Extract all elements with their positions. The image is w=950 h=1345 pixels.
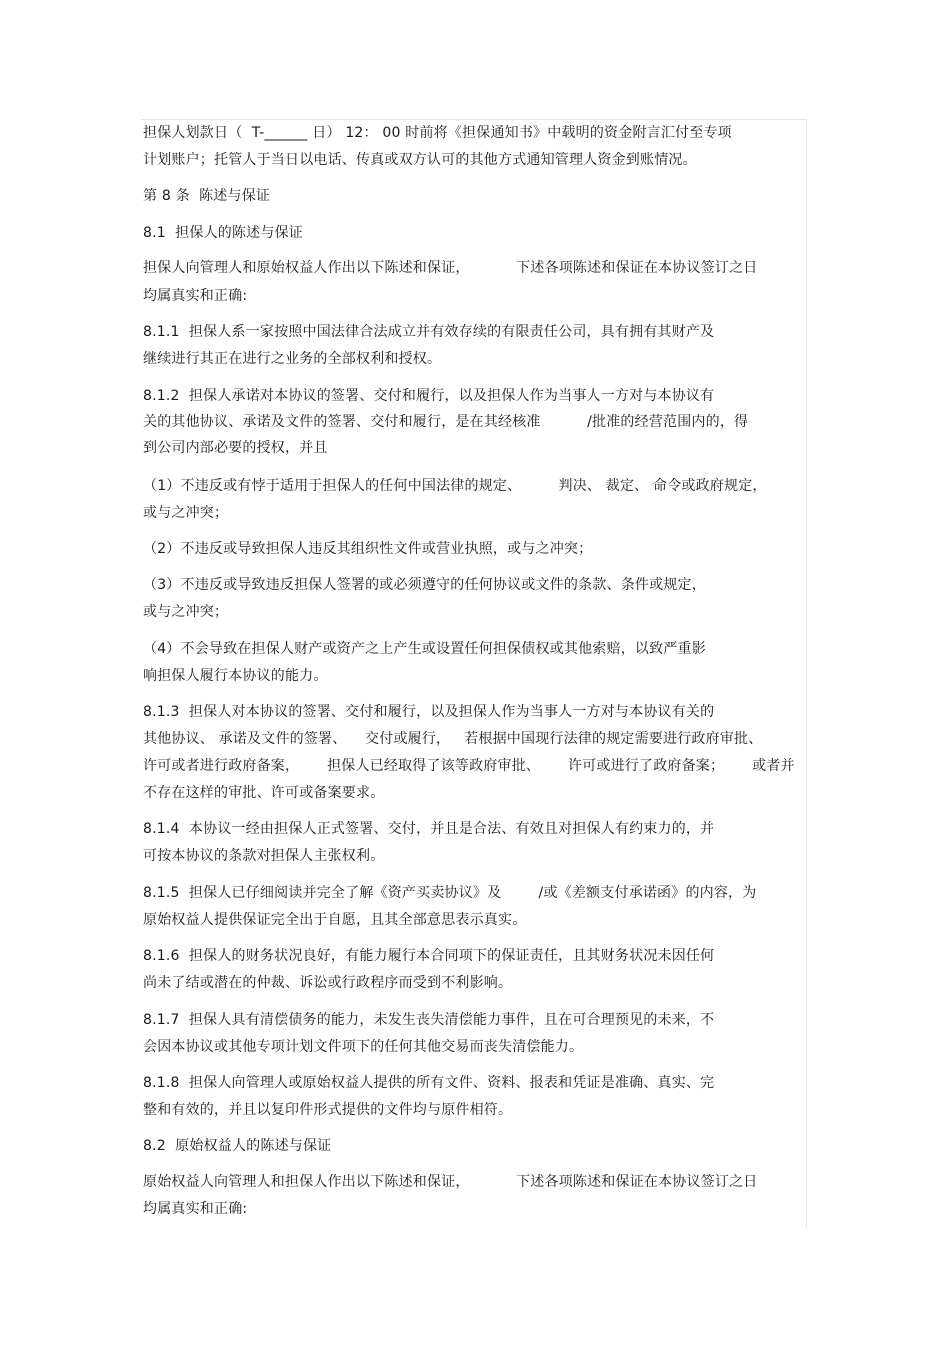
clause-line: 8.1.1 担保人系一家按照中国法律合法成立并有效存续的有限责任公司，具有拥有其财产及 [143,324,715,340]
list-item-line: （3）不违反或导致违反担保人签署的或必须遵守的任何协议或文件的条款、条件或规定， [143,577,706,593]
paragraph-line: 均属真实和正确: [143,1201,248,1217]
list-item-line: （1）不违反或有悖于适用于担保人的任何中国法律的规定、 判决、 裁定、 命令或政府规定， [143,478,767,494]
clause-line: 许可或者进行政府备案， 担保人已经取得了该等政府审批、 许可或进行了政府备案； 或者并 [143,758,795,774]
list-item-line: 响担保人履行本协议的能力。 [143,668,328,684]
paragraph-line: 均属真实和正确: [143,288,248,304]
clause-line: 不存在这样的审批、许可或备案要求。 [143,785,385,801]
paragraph-line: 计划账户；托管人于当日以电话、传真或双方认可的其他方式通知管理人资金到账情况。 [143,152,697,168]
clause-line: 关的其他协议、承诺及文件的签署、交付和履行，是在其经核准 /批准的经营范围内的，得 [143,414,749,430]
paragraph-line: 担保人划款日（ T-______ 日） 12： 00 时前将《担保通知书》中载明的资金附言汇付至专项 [143,125,732,141]
section-heading: 8.2 原始权益人的陈述与保证 [143,1138,332,1154]
paragraph-line: 原始权益人向管理人和担保人作出以下陈述和保证， 下述各项陈述和保证在本协议签订之日 [143,1174,758,1190]
clause-line: 原始权益人提供保证完全出于自愿，且其全部意思表示真实。 [143,912,527,928]
list-item-line: （2）不违反或导致担保人违反其组织性文件或营业执照，或与之冲突； [143,541,593,557]
paragraph-line: 担保人向管理人和原始权益人作出以下陈述和保证， 下述各项陈述和保证在本协议签订之日 [143,260,758,276]
clause-line: 到公司内部必要的授权，并且 [143,440,328,456]
clause-line: 8.1.7 担保人具有清偿债务的能力，未发生丧失清偿能力事件，且在可合理预见的未来，不 [143,1012,715,1028]
article-heading: 第 8 条 陈述与保证 [143,188,271,204]
clause-line: 8.1.8 担保人向管理人或原始权益人提供的所有文件、资料、报表和凭证是准确、真实、完 [143,1075,715,1091]
list-item-line: 或与之冲突； [143,604,229,620]
section-heading: 8.1 担保人的陈述与保证 [143,225,303,241]
clause-line: 整和有效的，并且以复印件形式提供的文件均与原件相符。 [143,1102,513,1118]
clause-line: 8.1.5 担保人已仔细阅读并完全了解《资产买卖协议》及 /或《差额支付承诺函》的内容，为 [143,885,757,901]
list-item-line: 或与之冲突； [143,505,229,521]
clause-line: 8.1.4 本协议一经由担保人正式签署、交付，并且是合法、有效且对担保人有约束力的，并 [143,821,715,837]
clause-line: 会因本协议或其他专项计划文件项下的任何其他交易而丧失清偿能力。 [143,1039,584,1055]
clause-line: 8.1.3 担保人对本协议的签署、交付和履行，以及担保人作为当事人一方对与本协议有关的 [143,704,715,720]
clause-line: 可按本协议的条款对担保人主张权利。 [143,848,385,864]
clause-line: 8.1.2 担保人承诺对本协议的签署、交付和履行，以及担保人作为当事人一方对与本协议有 [143,388,715,404]
list-item-line: （4）不会导致在担保人财产或资产之上产生或设置任何担保债权或其他索赔，以致严重影 [143,641,706,657]
clause-line: 其他协议、 承诺及文件的签署、 交付或履行， 若根据中国现行法律的规定需要进行政府审批、 [143,731,763,747]
clause-line: 8.1.6 担保人的财务状况良好，有能力履行本合同项下的保证责任，且其财务状况未因任何 [143,948,715,964]
clause-line: 尚未了结或潜在的仲裁、诉讼或行政程序而受到不利影响。 [143,975,513,991]
clause-line: 继续进行其正在进行之业务的全部权利和授权。 [143,351,442,367]
